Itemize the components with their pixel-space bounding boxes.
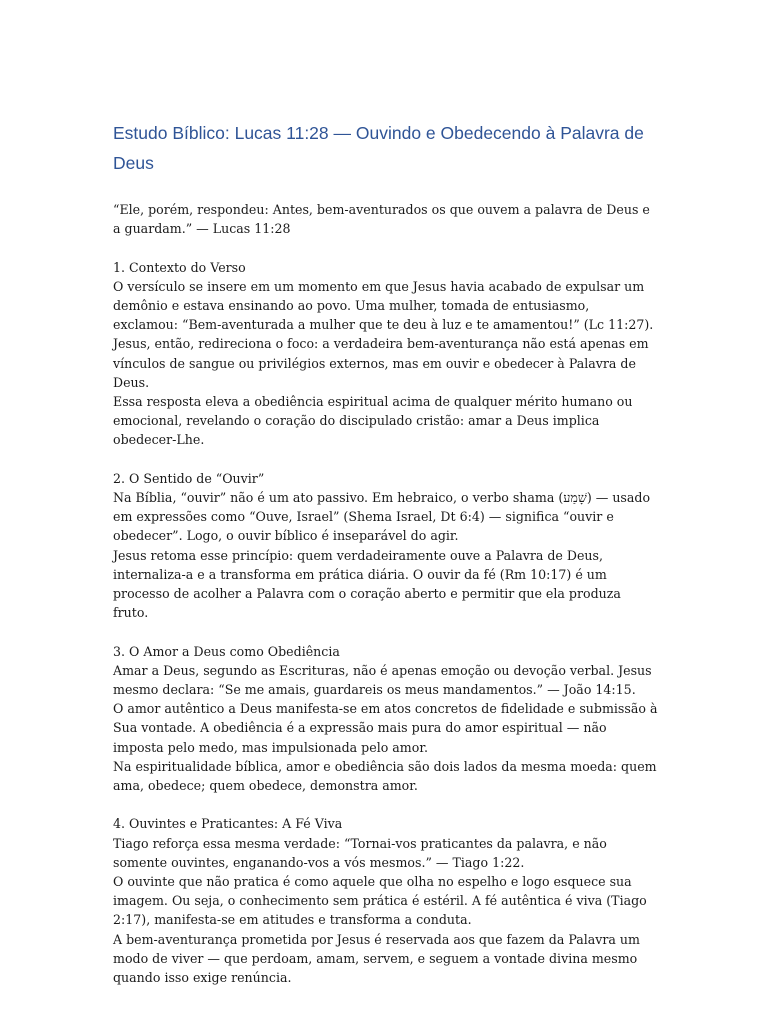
section-living-faith <box>113 814 658 987</box>
intro-quote: “Ele, porém, respondeu: Antes, bem-aventurados os que ouvem a palavra de Deus e a guardam.” — Lucas 11:28 <box>113 202 650 237</box>
section-heading: 4. Ouvintes e Praticantes: A Fé Viva <box>113 816 343 832</box>
section-paragraph: O versículo se insere em um momento em que Jesus havia acabado de expulsar um demônio e estava ensinando ao povo. Uma mulher, tomada de entusiasmo, exclamou: “Bem-aventurada a mulher que te deu à luz e te amamentou!” (Lc 11:27). Jesus, então, redireciona o foco: a verdadeira bem-aventurança não está apenas em vínculos de sangue ou privilégios externos, mas em ouvir e obedecer à Palavra de Deus. <box>113 278 654 390</box>
section-paragraph: Amar a Deus, segundo as Escrituras, não é apenas emoção ou devoção verbal. Jesus mesmo declara: “Se me amais, guardareis os meus mandamentos.” — João 14:15. <box>113 662 652 698</box>
document-body <box>113 200 658 987</box>
section-love-obedience <box>113 642 658 796</box>
section-paragraph: Na espiritualidade bíblica, amor e obediência são dois lados da mesma moeda: quem ama, obedece; quem obedece, demonstra amor. <box>113 758 657 794</box>
section-heading: 1. Contexto do Verso <box>113 259 246 275</box>
section-context <box>113 258 658 450</box>
section-heading: 3. O Amor a Deus como Obediência <box>113 643 340 659</box>
document-title: Estudo Bíblico: Lucas 11:28 — Ouvindo e Obedecendo à Palavra de Deus <box>113 123 644 173</box>
section-paragraph: A bem-aventurança prometida por Jesus é reservada aos que fazem da Palavra um modo de viver — que perdoam, amam, servem, e seguem a vontade divina mesmo quando isso exige renúncia. <box>113 931 640 986</box>
document-page <box>113 118 658 987</box>
section-paragraph: Jesus retoma esse princípio: quem verdadeiramente ouve a Palavra de Deus, internaliza-a e a transforma em prática diária. O ouvir da fé (Rm 10:17) é um processo de acolher a Palavra com o coração aberto e permitir que ela produza fruto. <box>113 547 621 621</box>
section-paragraph: O amor autêntico a Deus manifesta-se em atos concretos de fidelidade e submissão à Sua vontade. A obediência é a expressão mais pura do amor espiritual — não imposta pelo medo, mas impulsionada pelo amor. <box>113 701 658 755</box>
section-heading: 2. O Sentido de “Ouvir” <box>113 470 265 486</box>
section-paragraph: Essa resposta eleva a obediência espiritual acima de qualquer mérito humano ou emocional, revelando o coração do discipulado cristão: amar a Deus implica obedecer-Lhe. <box>113 394 633 448</box>
section-hearing <box>113 469 658 623</box>
section-paragraph: Na Bíblia, “ouvir” não é um ato passivo. Em hebraico, o verbo shama (שָׁמַע) — usado em expressões como “Ouve, Israel” (Shema Israel, Dt 6:4) — significa “ouvir e obedecer”. Logo, o ouvir bíblico é inseparável do agir. <box>113 490 651 544</box>
section-paragraph: O ouvinte que não pratica é como aquele que olha no espelho e logo esquece sua imagem. Ou seja, o conhecimento sem prática é estéril. A fé autêntica é viva (Tiago 2:17), manifesta-se em atitudes e transforma a conduta. <box>113 874 647 928</box>
section-paragraph: Tiago reforça essa mesma verdade: “Tornai-vos praticantes da palavra, e não somente ouvintes, enganando-vos a vós mesmos.” — Tiago 1:22. <box>113 835 607 870</box>
